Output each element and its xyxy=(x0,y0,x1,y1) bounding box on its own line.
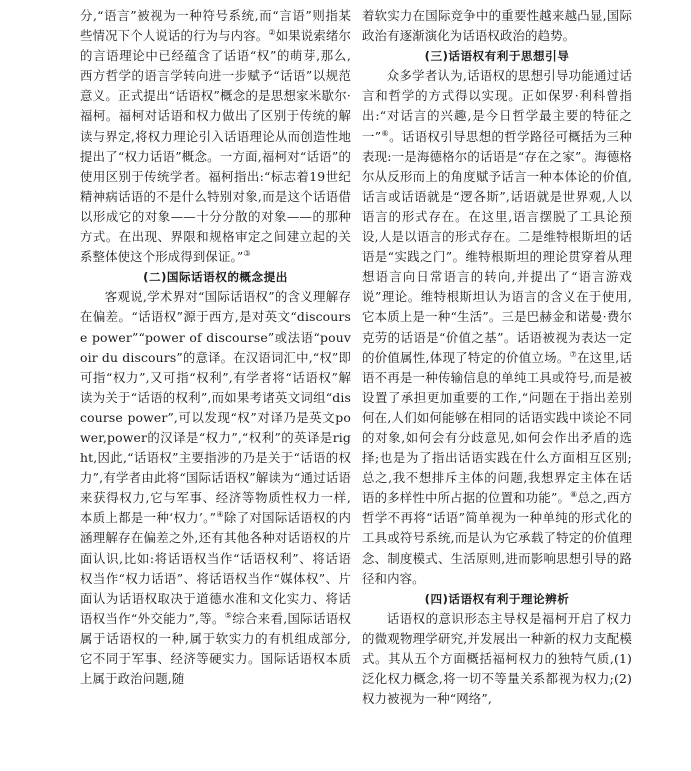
paragraph-text: 。话语权引导思想的哲学路径可概括为三种表现:一是海德格尔的话语是“存在之家”。海德格尔从反形而上的角度赋予话言一种本体论的价值,话言或话语就是“逻各斯”,话语就是世界观,人以语言的形式存在。在这里,语言摆脱了工具论预设,人是以语言的形式存在。二是维特根斯坦的话语是“实践之门”。维特根斯坦的理论贯穿着从理想语言向日常语言的转向,并提出了“语言游戏说”理论。维特根斯坦认为语言的含义在于使用,它本质上是一种“生活”。三是巴赫金和诺曼·费尔克劳的话语是“价值之基”。话语被视为表达一定的价值属性,体现了特定的价值立场。 xyxy=(362,128,632,365)
paragraph xyxy=(362,66,632,588)
paragraph-text: 众多学者认为,话语权的思想引导功能通过话言和哲学的方式得以实现。正如保罗·利科曾指出:“对话言的兴趣,是今日哲学最主要的特征之一” xyxy=(362,68,632,144)
footnote-marker: ③ xyxy=(243,249,251,258)
section-heading: (三)话语权有利于思想引导 xyxy=(424,49,570,64)
paragraph-text: 在这里,话语不再是一种传输信息的单纯工具或符号,而是被设置了承担更加重要的工作,“问题在于指出差别何在,人们如何能够在相同的话语实践中谈论不同的对象,如何会有分歧意见,如何会作出矛盾的选择;也是为了指出话语实践在什么方面相互区别;总之,我不想排斥主体的问题,我想界定主体在话语的多样性中所占据的位置和功能”。 xyxy=(362,349,632,506)
paragraph xyxy=(80,6,351,267)
footnote-marker: ⑥ xyxy=(381,128,390,138)
paragraph: 话语权的意识形态主导权是福柯开启了权力的微观物理学研究,并发展出一种新的权力支配模式。其从五个方面概括福柯权力的独特气质,(1)泛化权力概念,将一切不等量关系都视为权力;(2)权力被视为一种“网络”, xyxy=(362,610,632,707)
paragraph xyxy=(80,287,351,689)
left-column xyxy=(80,6,351,689)
paragraph-text: 除了对国际话语权的内涵理解存在偏差之外,还有其他各种对话语权的片面认识,比如:将话语权当作“话语权利”、将话语权当作“权力话语”、将话语权当作“媒体权”、片面认为话语权取决于道德水准和文化实力、将话语权当作“外交能力”,等。 xyxy=(80,510,352,626)
paragraph-text: 如果说索绪尔的言语理论中已经蕴含了话语“权”的萌芽,那么,西方哲学的语言学转向进一步赋予“话语”以规范意义。正式提出“话语权”概念的是思想家米歇尔·福柯。福柯对话语和权力做出了区别于传统的解读与界定,将权力理论引入话语理论从而创造性地提出了“权力话语”概念。一方面,福柯对“话语”的使用区别于传统学者。福柯指出:“标志着19世纪精神病话语的不是什么特别对象,而是这个话语借以形成它的对象——十分分散的对象——的那种方式。在出现、界限和规格审定之间建立起的关系整体使这个形成得到保证。” xyxy=(80,28,352,265)
paragraph: 着软实力在国际竞争中的重要性越来越凸显,国际政治有逐渐演化为话语权政治的趋势。 xyxy=(362,8,632,44)
footnote-marker: ② xyxy=(268,27,276,37)
footnote-marker: ⑤ xyxy=(224,610,233,620)
footnote-marker: ⑧ xyxy=(570,490,578,500)
paragraph-text: 综合来看,国际话语权属于话语权的一种,属于软实力的有机组成部分,它不同于军事、经济等硬实力。国际话语权本质上属于政治问题,随 xyxy=(80,610,351,687)
section-heading: (二)国际话语权的概念提出 xyxy=(143,270,288,285)
footnote-marker: ⑦ xyxy=(569,349,578,359)
right-column xyxy=(362,6,632,709)
paragraph-text: 总之,西方哲学不再将“话语”简单视为一种单纯的形式化的工具或符号系统,而是认为它承载了特定的价值理念、制度模式、生活原则,进而影响思想引导的路径和内容。 xyxy=(362,490,632,586)
section-heading: (四)话语权有利于理论辨析 xyxy=(424,591,570,606)
paragraph-text: 客观说,学术界对“国际话语权”的含义理解存在偏差。“话语权”源于西方,是对英文“discourse power”“power of discourse”或法语“pouvoir du discours”的意译。在汉语词汇中,“权”即可指“权力”,又可指“权利”,有学者将“话语权”解读为关于“话语的权利”,而如果考诸英文词组“discourse power”,可以发现“权”对译乃是英文power,power的汉译是“权力”,“权利”的英译是right,因此,“话语权”主要指涉的乃是关于“话语的权力”,有学者由此将“国际话语权”解读为“通过话语来获得权力,它与军事、经济等物质性权力一样,本质上都是一种‘权力’。” xyxy=(80,289,351,526)
footnote-marker: ④ xyxy=(216,510,224,520)
paragraph-text: 分,“语言”被视为一种符号系统,而“言语”则指某些情况下个人说话的行为与内容。 xyxy=(80,8,351,44)
